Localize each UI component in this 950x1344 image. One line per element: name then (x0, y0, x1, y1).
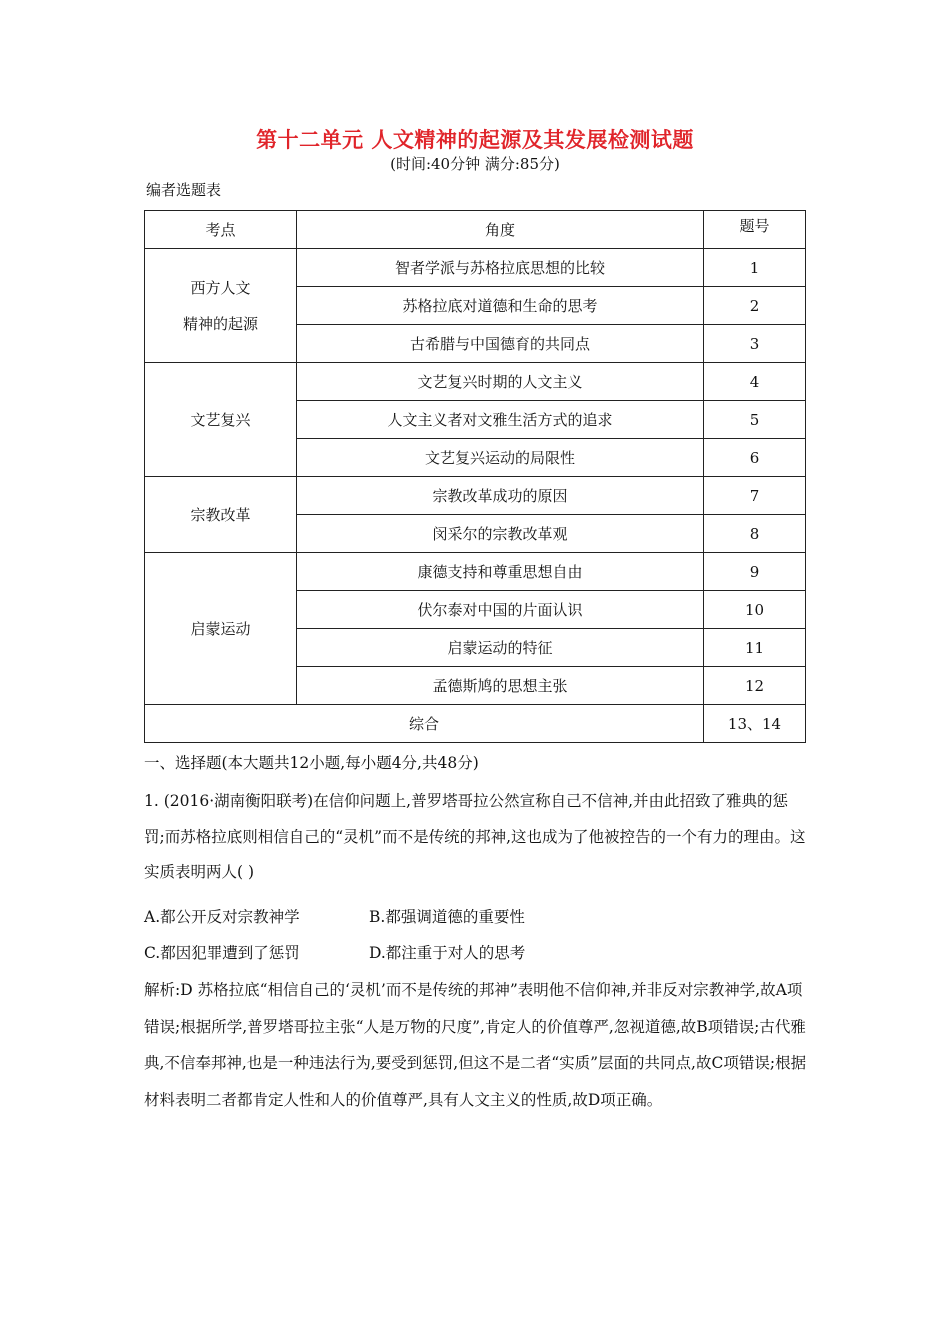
option-b: B.都强调道德的重要性 (369, 908, 525, 926)
angle-cell: 人文主义者对文雅生活方式的追求 (297, 401, 704, 439)
angle-cell: 文艺复兴时期的人文主义 (297, 363, 704, 401)
topic-cell: 宗教改革 (145, 477, 297, 553)
topic-table (144, 210, 806, 743)
topic-line: 西方人文 (190, 278, 251, 297)
angle-cell: 古希腊与中国德育的共同点 (297, 325, 704, 363)
number-cell: 1 (704, 249, 806, 287)
number-cell: 11 (704, 629, 806, 667)
table-row (145, 249, 806, 287)
question-stem: 1. (2016·湖南衡阳联考)在信仰问题上,普罗塔哥拉公然宣称自己不信神,并由此招致了雅典的惩罚;而苏格拉底则相信自己的“灵机”而不是传统的邦神,这也成为了他被控告的一个有力的理由。这实质表明两人( ) (144, 792, 806, 881)
topic-line: 精神的起源 (182, 314, 258, 333)
number-cell: 7 (704, 477, 806, 515)
table-label: 编者选题表 (146, 181, 222, 199)
option-a: A.都公开反对宗教神学 (144, 908, 300, 926)
number-cell: 4 (704, 363, 806, 401)
header-cell-angle: 角度 (297, 211, 704, 249)
table-row (145, 477, 806, 515)
number-cell: 2 (704, 287, 806, 325)
summary-label-cell: 综合 (145, 705, 704, 743)
table-row (145, 363, 806, 401)
section-heading: 一、选择题(本大题共12小题,每小题4分,共48分) (144, 754, 479, 772)
angle-cell: 康德支持和尊重思想自由 (297, 553, 704, 591)
topic-cell: 启蒙运动 (145, 553, 297, 705)
angle-cell: 智者学派与苏格拉底思想的比较 (297, 249, 704, 287)
angle-cell: 文艺复兴运动的局限性 (297, 439, 704, 477)
table-row (145, 553, 806, 591)
number-cell: 5 (704, 401, 806, 439)
document-subtitle: (时间:40分钟 满分:85分) (390, 155, 560, 173)
option-d: D.都注重于对人的思考 (369, 944, 526, 962)
angle-cell: 宗教改革成功的原因 (297, 477, 704, 515)
topic-cell: 文艺复兴 (145, 363, 297, 477)
angle-cell: 苏格拉底对道德和生命的思考 (297, 287, 704, 325)
table-header-row (145, 211, 806, 249)
summary-number-cell: 13、14 (704, 705, 806, 743)
number-cell: 9 (704, 553, 806, 591)
answer-analysis: 解析:D 苏格拉底“相信自己的‘灵机’而不是传统的邦神”表明他不信仰神,并非反对宗教神学,故A项错误;根据所学,普罗塔哥拉主张“人是万物的尺度”,肯定人的价值尊严,忽视道德,故B项错误;古代雅典,不信奉邦神,也是一种违法行为,要受到惩罚,但这不是二者“实质”层面的共同点,故C项错误;根据材料表明二者都肯定人性和人的价值尊严,具有人文主义的性质,故D项正确。 (144, 981, 807, 1109)
header-cell-number: 题号 (704, 211, 806, 249)
option-c: C.都因犯罪遭到了惩罚 (144, 944, 300, 962)
number-cell: 3 (704, 325, 806, 363)
number-cell: 12 (704, 667, 806, 705)
topic-cell (145, 249, 297, 363)
angle-cell: 启蒙运动的特征 (297, 629, 704, 667)
angle-cell: 伏尔泰对中国的片面认识 (297, 591, 704, 629)
header-cell-topic: 考点 (145, 211, 297, 249)
angle-cell: 孟德斯鸠的思想主张 (297, 667, 704, 705)
number-cell: 6 (704, 439, 806, 477)
table-summary-row (145, 705, 806, 743)
number-cell: 10 (704, 591, 806, 629)
number-cell: 8 (704, 515, 806, 553)
document-title: 第十二单元 人文精神的起源及其发展检测试题 (256, 128, 694, 152)
angle-cell: 闵采尔的宗教改革观 (297, 515, 704, 553)
